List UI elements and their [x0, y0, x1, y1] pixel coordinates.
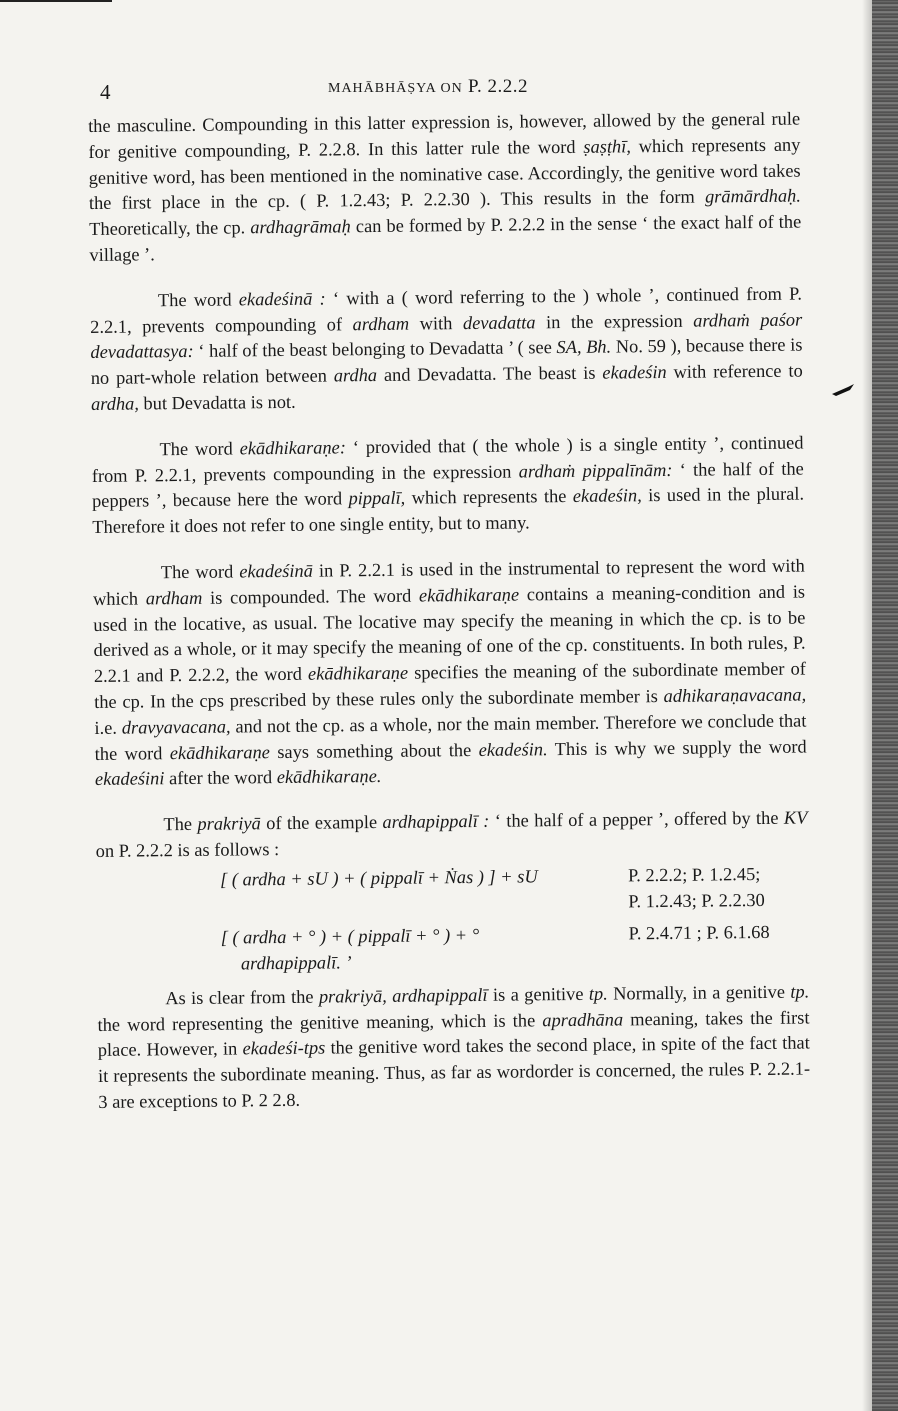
p1-term: ardhagrāmaḥ [250, 216, 351, 238]
p4-term: ekādhikaraṇe [307, 662, 409, 684]
p4-term: dravyavacana, [121, 716, 231, 738]
derivation-result: ardhapippalī. ’ [240, 952, 352, 974]
p3-text: which represents the [405, 486, 573, 509]
p2-term: ardhaṁ paśor devadattasya: [90, 309, 803, 363]
page-edge-fade [862, 0, 872, 1411]
p6-text: the genitive word takes the second place, in spite of the fact that it represents the subordinate meaning. Thus, as far as wordorder is concerned, the rules P. 2.2.1-3 are exceptions to P. 2 2.8. [97, 1032, 811, 1112]
p2-term: ardha [333, 365, 378, 386]
p2-text: and Devadatta. The beast is [376, 362, 603, 386]
p6-text: the word representing the genitive meaning, which is the [97, 1009, 543, 1035]
p3-term: ekādhikaraṇe: [239, 437, 346, 459]
paragraph-5 [95, 806, 808, 865]
p2-text: No. 59 ), because there is no part-whole relation between [90, 334, 803, 389]
p1-term: grāmārdhaḥ. [704, 185, 802, 207]
p5-term: KV [783, 807, 808, 828]
p2-text: The word [157, 289, 239, 311]
p2-text: with [409, 312, 464, 334]
p6-text: Normally, in a genitive [607, 981, 791, 1004]
p4-text: says something about the [269, 739, 479, 762]
p6-term: apradhāna [542, 1008, 624, 1030]
p4-term: ardham [145, 587, 203, 609]
p4-text: The word [160, 561, 240, 583]
paragraph-4 [93, 553, 807, 793]
p1-text: the masculine. Compounding in this latter expression is, however, allowed by the general rule for genitive compounding, P. 2.2.8. In this latter rule the word [88, 108, 801, 162]
p2-term: ekadeśinā : [238, 288, 326, 310]
p4-term: ekādhikaraṇe [169, 741, 271, 763]
p6-term: ekadeśi-tps [242, 1037, 326, 1059]
p1-text: can be formed by P. 2.2.2 in the sense ‘ the exact half of the village ’. [89, 211, 802, 265]
margin-arrow-mark [832, 384, 854, 398]
p3-term: ekadeśin, [572, 485, 642, 507]
p3-text: The word [159, 438, 240, 460]
p5-term: ardhapippalī : [382, 810, 490, 833]
paragraph-2 [90, 281, 803, 417]
p6-text: meaning, takes the first place. However, in [97, 1007, 810, 1061]
p5-text: of the example [260, 812, 383, 834]
page-header [100, 74, 800, 104]
p4-text: after the word [164, 767, 277, 789]
p4-term: ekādhikaraṇe [418, 584, 520, 606]
p5-text: on P. 2.2.2 is as follows : [95, 838, 280, 861]
paragraph-6 [97, 979, 810, 1115]
running-head-title: MAHĀBHĀṢYA ON [328, 81, 463, 96]
derivation-step-2: [ ( ardha + ° ) + ( pippalī + ° ) + ° [220, 924, 480, 948]
p1-text: Theoretically, the cp. [89, 217, 251, 240]
p4-term: ekadeśin. [478, 738, 548, 760]
p4-text: in P. 2.2.1 is used in the instrumental to represent the word with which [92, 555, 805, 609]
page-edge-shadow [872, 0, 898, 1411]
p4-text: contains a meaning-condition and is used in the locative, as usual. The locative may specify the meaning in which the cp. is to be derived as a whole, or it may specify the meaning of one of the cp. constituents. In both rules, P. 2.2.1 and P. 2.2.2, the word [93, 581, 806, 687]
p3-text: ‘ the half of the peppers ’, because here the word [91, 458, 804, 512]
p4-text: This is why we supply the word [547, 736, 807, 759]
derivation-rules-1: P. 2.2.2; P. 1.2.45; [627, 863, 761, 886]
paragraph-1 [88, 107, 802, 269]
p2-text: but Devadatta is not. [138, 391, 296, 414]
p5-text: ‘ the half of a pepper ’, offered by the [489, 807, 784, 831]
p2-text: in the expression [535, 310, 694, 332]
p4-term: ekādhikaraṇe. [276, 766, 382, 788]
p3-term: pippalī, [348, 488, 406, 509]
p6-term: tp. [790, 981, 810, 1002]
paragraph-3 [91, 430, 804, 541]
p1-text: which represents any genitive word, has been mentioned in the nominative case. Accordingly, the genitive word takes the first place in the cp. ( P. 1.2.43; P. 2.2.30 ). This results in the form [88, 134, 801, 214]
derivation-step-1: [ ( ardha + sU ) + ( pippalī + Ṅas ) ] + sU [219, 866, 538, 890]
p4-text: is compounded. The word [202, 585, 420, 608]
p6-text: As is clear from the [165, 986, 319, 1008]
p4-text: i.e. [94, 717, 122, 738]
p2-text: with reference to [666, 360, 803, 383]
page-number: 4 [100, 80, 111, 104]
p6-term: tp. [588, 983, 608, 1004]
p4-text: specifies the meaning of the subordinate member of the cp. In the cps prescribed by these rules only the subordinate member is [94, 658, 806, 712]
p4-text: and not the cp. as a whole, nor the main member. Therefore we conclude that the word [94, 710, 807, 764]
p5-text: The [163, 814, 198, 835]
p3-term: ardhaṁ pippalīnām: [518, 459, 673, 482]
p3-text: is used in the plural. Therefore it does not refer to one single entity, but to many. [92, 483, 805, 538]
running-head-ref: P. 2.2.2 [468, 76, 528, 97]
body-text [88, 107, 810, 1116]
p1-term: ṣaṣṭhī, [583, 136, 632, 157]
p2-term: SA, Bh. [556, 336, 612, 358]
p6-text: is a genitive [487, 983, 589, 1005]
p2-term: devadatta [462, 311, 536, 333]
top-rule [0, 0, 112, 2]
prakriya-derivation [96, 861, 809, 986]
p2-term: ardha, [90, 393, 139, 414]
p5-term: prakriyā [197, 813, 261, 835]
p3-text: ‘ provided that ( the whole ) is a single entity ’, continued from P. 2.2.1, prevents compounding in the expression [91, 432, 804, 486]
derivation-rules-2: P. 1.2.43; P. 2.2.30 [628, 889, 765, 912]
running-head [328, 76, 528, 98]
p2-term: ardham [352, 313, 410, 334]
derivation-rules-3: P. 2.4.71 ; P. 6.1.68 [628, 921, 770, 944]
p2-text: ‘ with a ( word referring to the ) whole ’, continued from P. 2.2.1, prevents compounding of [90, 283, 803, 337]
p2-term: ekadeśin [602, 362, 667, 383]
p4-term: adhikaraṇavacana, [663, 684, 807, 706]
p2-text: ‘ half of the beast belonging to Devadatta ’ ( see [193, 337, 557, 362]
p6-term: prakriyā, ardhapippalī [318, 984, 488, 1007]
p4-term: ekadeśinā [239, 560, 313, 582]
p4-term: ekadeśini [94, 768, 165, 790]
